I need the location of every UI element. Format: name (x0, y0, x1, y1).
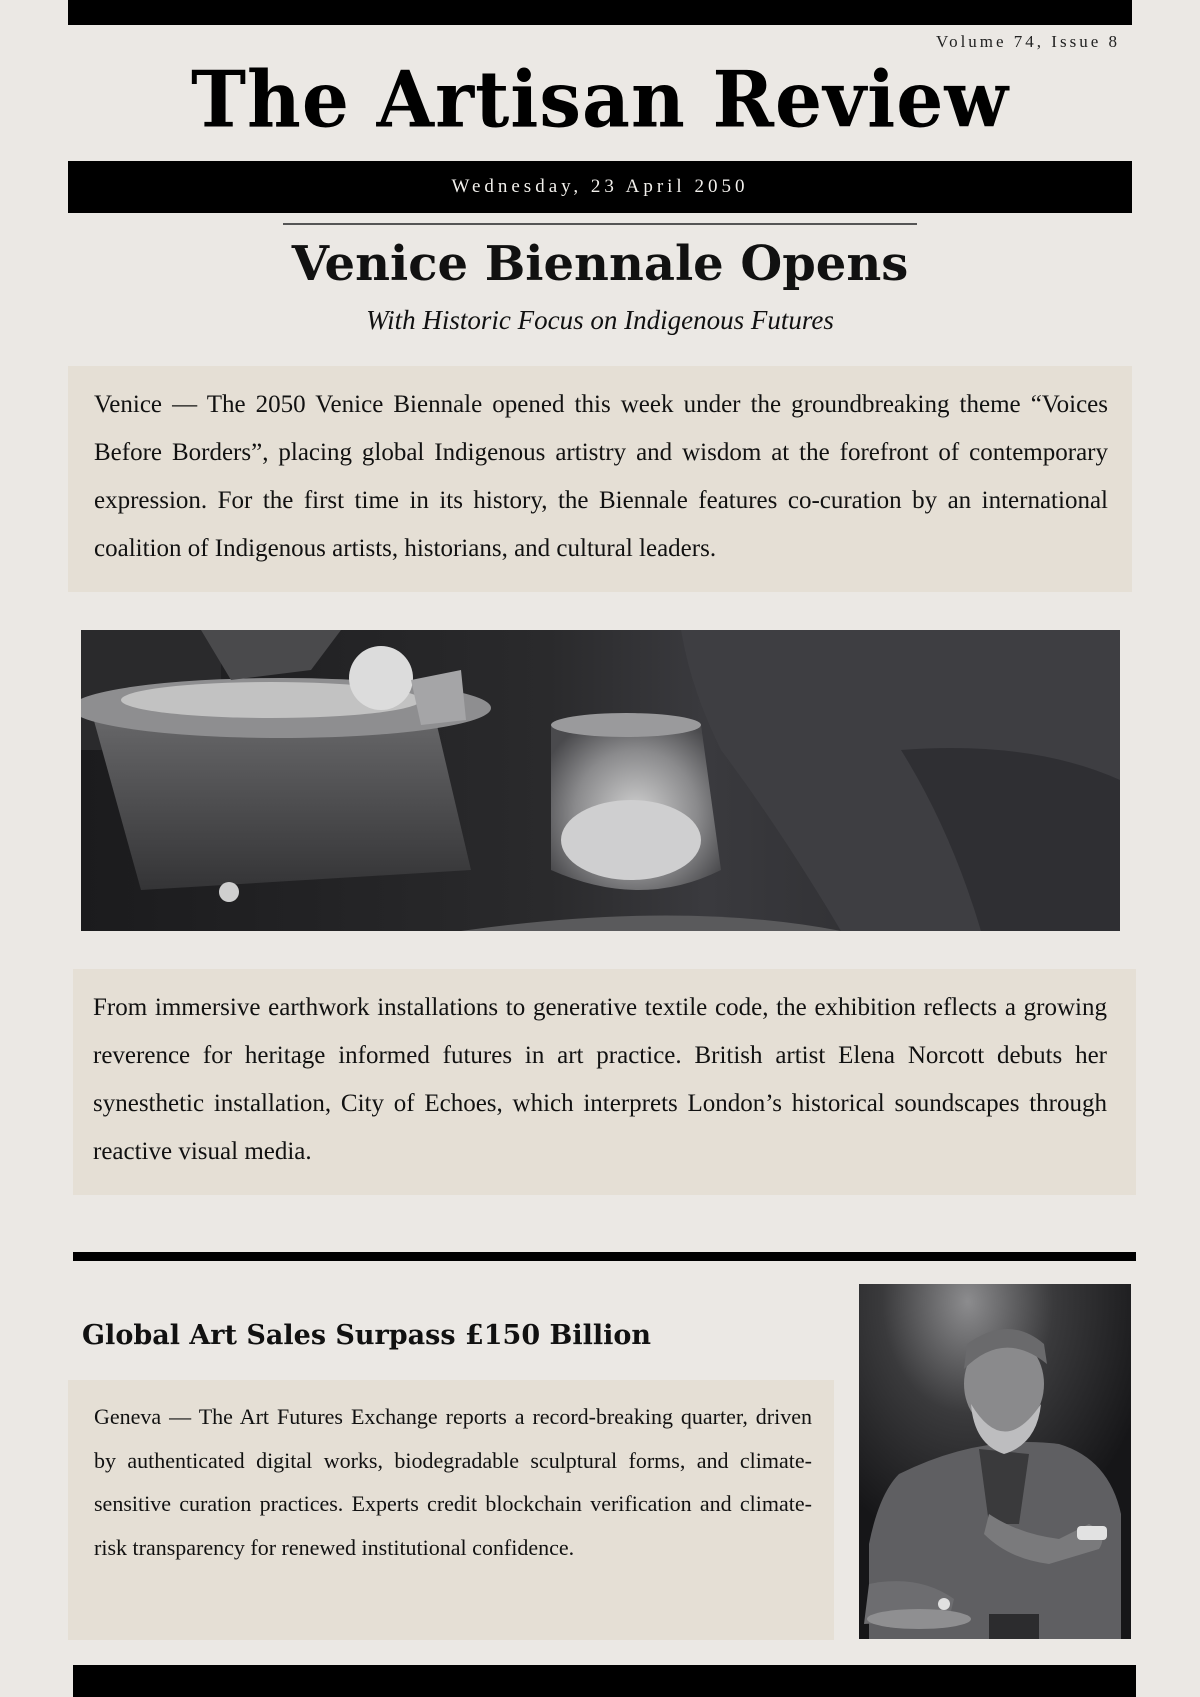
section-divider (73, 1252, 1136, 1261)
headline-rule (283, 223, 917, 225)
date-bar: Wednesday, 23 April 2050 (68, 161, 1132, 213)
lead-headline: Venice Biennale Opens (291, 236, 909, 292)
masthead-title: The Artisan Review (190, 54, 1010, 146)
second-paragraph-box (68, 1380, 834, 1640)
artisan-portrait-photo (859, 1284, 1131, 1639)
top-rule (68, 0, 1132, 25)
bottom-rule (73, 1665, 1136, 1697)
second-paragraph: Geneva — The Art Futures Exchange reports a record-breaking quarter, driven by authenticated digital works, biodegradable sculptural forms, and climate-sensitive curation practices. Experts credit blockchain verification and climate-risk transparency for renewed institutional confidence. (94, 1404, 812, 1560)
lead-paragraph-2: From immersive earthwork installations to generative textile code, the exhibition reflects a growing reverence for heritage informed futures in art practice. British artist Elena Norcott debuts her synesthetic installation, City of Echoes, which interprets London’s historical soundscapes through reactive visual media. (93, 994, 1107, 1165)
lead-subheadline: With Historic Focus on Indigenous Futures (366, 305, 834, 335)
lead-paragraph-box (68, 366, 1132, 592)
lead-photo (81, 630, 1120, 931)
second-headline: Global Art Sales Surpass £150 Billion (82, 1320, 651, 1351)
volume-issue: Volume 74, Issue 8 (935, 32, 1120, 51)
lead-paragraph-box-2 (73, 969, 1136, 1195)
lead-paragraph-1: Venice — The 2050 Venice Biennale opened this week under the groundbreaking theme “Voices Before Borders”, placing global Indigenous artistry and wisdom at the forefront of contemporary expression. For the first time in its history, the Biennale features co-curation by an international coalition of Indigenous artists, historians, and cultural leaders. (94, 391, 1108, 562)
